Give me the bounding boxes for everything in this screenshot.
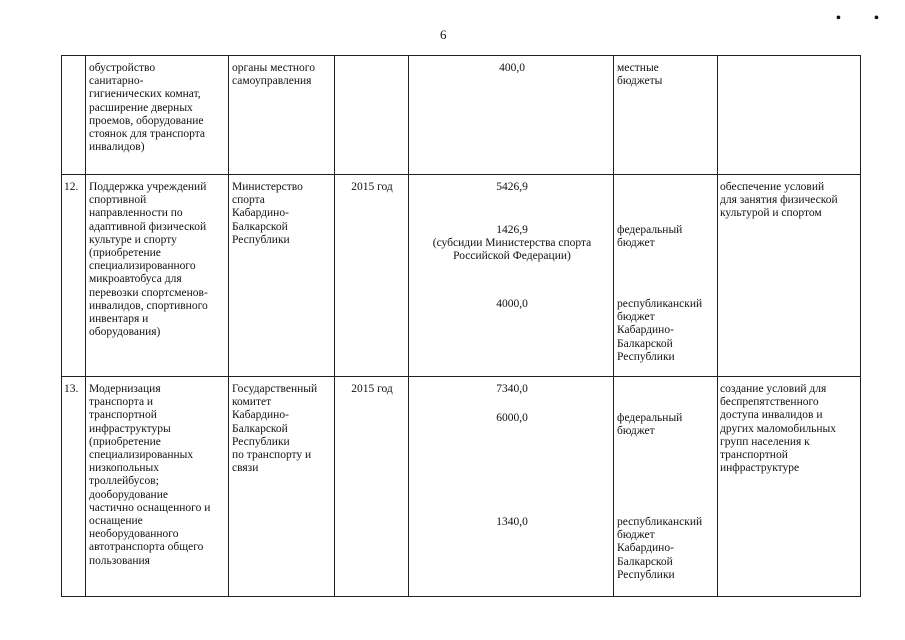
cell-line: дооборудование bbox=[89, 488, 168, 501]
amount-cell bbox=[412, 224, 612, 264]
executor-cell bbox=[232, 383, 317, 475]
cell-line: инвентаря и bbox=[89, 313, 149, 326]
amount-cell bbox=[412, 516, 612, 529]
measure-name-cell bbox=[89, 383, 210, 568]
cell-line: бюджет bbox=[617, 529, 655, 542]
cell-line: (приобретение bbox=[89, 247, 161, 260]
amount-cell bbox=[412, 383, 612, 396]
executor-cell bbox=[232, 62, 315, 88]
row-number: 13. bbox=[64, 383, 79, 395]
row-divider bbox=[61, 376, 861, 377]
cell-line: Модернизация bbox=[89, 383, 161, 395]
cell-line: инвалидов, спортивного bbox=[89, 299, 208, 312]
cell-line: троллейбусов; bbox=[89, 475, 159, 488]
source-cell bbox=[617, 62, 662, 88]
cell-line: органы местного bbox=[232, 62, 315, 74]
result-cell bbox=[720, 383, 836, 475]
table-border-top bbox=[61, 55, 861, 56]
cell-line: обеспечение условий bbox=[720, 181, 825, 193]
cell-line: спорта bbox=[232, 194, 265, 207]
column-divider bbox=[228, 55, 229, 597]
amount-cell bbox=[412, 181, 612, 194]
cell-line: специализированных bbox=[89, 449, 194, 462]
column-divider bbox=[717, 55, 718, 597]
cell-line: обустройство bbox=[89, 62, 156, 74]
cell-line: инфраструктуры bbox=[89, 422, 171, 435]
cell-line: Балкарской bbox=[617, 555, 673, 568]
source-cell bbox=[617, 412, 682, 438]
cell-line: бюджет bbox=[617, 425, 655, 438]
cell-line: бюджет bbox=[617, 311, 655, 324]
cell-line: транспорта и bbox=[89, 396, 154, 409]
cell-line: республиканский bbox=[617, 516, 703, 528]
cell-line: оснащение bbox=[89, 515, 143, 528]
cell-line: групп населения к bbox=[720, 435, 810, 448]
cell-line: связи bbox=[232, 462, 259, 475]
cell-line: Кабардино- bbox=[617, 324, 674, 337]
cell-line: направленности по bbox=[89, 207, 183, 220]
cell-line: санитарно- bbox=[89, 75, 144, 88]
cell-line: республиканский bbox=[617, 298, 703, 310]
cell-line: доступа инвалидов и bbox=[720, 409, 823, 422]
executor-cell bbox=[232, 181, 303, 247]
source-cell bbox=[617, 224, 682, 250]
cell-line: Республики bbox=[617, 350, 675, 363]
result-cell bbox=[720, 181, 838, 221]
year-cell: 2015 год bbox=[351, 383, 393, 395]
cell-line: Балкарской bbox=[617, 337, 673, 350]
cell-line: оборудования) bbox=[89, 326, 161, 339]
amount-value: 7340,0 bbox=[496, 383, 528, 395]
corner-mark: • bbox=[874, 11, 879, 26]
column-divider bbox=[334, 55, 335, 597]
amount-value: 5426,9 bbox=[496, 181, 528, 193]
amount-cell bbox=[412, 298, 612, 311]
cell-line: Государственный bbox=[232, 383, 318, 395]
cell-line: самоуправления bbox=[232, 75, 312, 88]
row-number: 12. bbox=[64, 181, 79, 193]
page-number: 6 bbox=[440, 27, 447, 42]
cell-line: расширение дверных bbox=[89, 101, 193, 114]
cell-line: стоянок для транспорта bbox=[89, 128, 205, 141]
cell-line: создание условий для bbox=[720, 383, 827, 395]
amount-value: 1426,9 bbox=[496, 224, 528, 236]
cell-line: транспортной bbox=[720, 449, 788, 462]
cell-line: Кабардино- bbox=[232, 409, 289, 422]
cell-line: федеральный bbox=[617, 224, 683, 236]
cell-line: адаптивной физической bbox=[89, 220, 207, 233]
cell-line: Республики bbox=[232, 435, 290, 448]
source-cell bbox=[617, 298, 702, 364]
cell-line: бюджет bbox=[617, 237, 655, 250]
cell-line: других маломобильных bbox=[720, 422, 837, 435]
cell-line: низкопольных bbox=[89, 462, 159, 475]
cell-line: гигиенических комнат, bbox=[89, 88, 201, 101]
cell-line: инвалидов) bbox=[89, 141, 145, 154]
cell-line: микроавтобуса для bbox=[89, 273, 182, 286]
cell-line: по транспорту и bbox=[232, 449, 312, 462]
row-divider bbox=[61, 174, 861, 175]
column-divider bbox=[860, 55, 861, 597]
cell-line: Республики bbox=[617, 568, 675, 581]
cell-line: перевозки спортсменов- bbox=[89, 286, 208, 299]
cell-line: для занятия физической bbox=[720, 194, 838, 207]
cell-line: частично оснащенного и bbox=[89, 501, 211, 514]
amount-note: Российской Федерации) bbox=[453, 250, 571, 263]
year-cell: 2015 год bbox=[351, 181, 393, 193]
amount-value: 4000,0 bbox=[496, 298, 528, 310]
cell-line: пользования bbox=[89, 554, 150, 567]
cell-line: Поддержка учреждений bbox=[89, 181, 207, 193]
amount-value: 6000,0 bbox=[496, 412, 528, 424]
column-divider bbox=[408, 55, 409, 597]
cell-line: комитет bbox=[232, 396, 272, 409]
cell-line: Кабардино- bbox=[232, 207, 289, 220]
cell-line: местные bbox=[617, 62, 659, 74]
cell-line: автотранспорта общего bbox=[89, 541, 204, 554]
cell-line: специализированного bbox=[89, 260, 196, 273]
cell-line: (приобретение bbox=[89, 435, 161, 448]
amount-cell bbox=[412, 62, 612, 75]
cell-line: Балкарской bbox=[232, 422, 288, 435]
cell-line: бюджеты bbox=[617, 75, 663, 88]
cell-line: транспортной bbox=[89, 409, 157, 422]
source-cell bbox=[617, 516, 702, 582]
cell-line: федеральный bbox=[617, 412, 683, 424]
cell-line: инфраструктуре bbox=[720, 462, 800, 475]
cell-line: беспрепятственного bbox=[720, 396, 819, 409]
cell-line: Министерство bbox=[232, 181, 303, 193]
cell-line: спортивной bbox=[89, 194, 147, 207]
cell-line: Балкарской bbox=[232, 220, 288, 233]
amount-cell bbox=[412, 412, 612, 425]
cell-line: культуре и спорту bbox=[89, 233, 177, 246]
cell-line: проемов, оборудование bbox=[89, 114, 204, 127]
corner-mark: • bbox=[836, 11, 841, 26]
column-divider bbox=[85, 55, 86, 597]
cell-line: Кабардино- bbox=[617, 542, 674, 555]
amount-value: 1340,0 bbox=[496, 516, 528, 528]
cell-line: культурой и спортом bbox=[720, 207, 822, 220]
measure-name-cell bbox=[89, 181, 208, 339]
table-border-bottom bbox=[61, 596, 861, 597]
column-divider bbox=[61, 55, 62, 597]
measure-name-cell bbox=[89, 62, 205, 154]
cell-line: необорудованного bbox=[89, 528, 179, 541]
amount-note: (субсидии Министерства спорта bbox=[432, 237, 592, 250]
column-divider bbox=[613, 55, 614, 597]
amount-value: 400,0 bbox=[499, 62, 525, 74]
cell-line: Республики bbox=[232, 233, 290, 246]
